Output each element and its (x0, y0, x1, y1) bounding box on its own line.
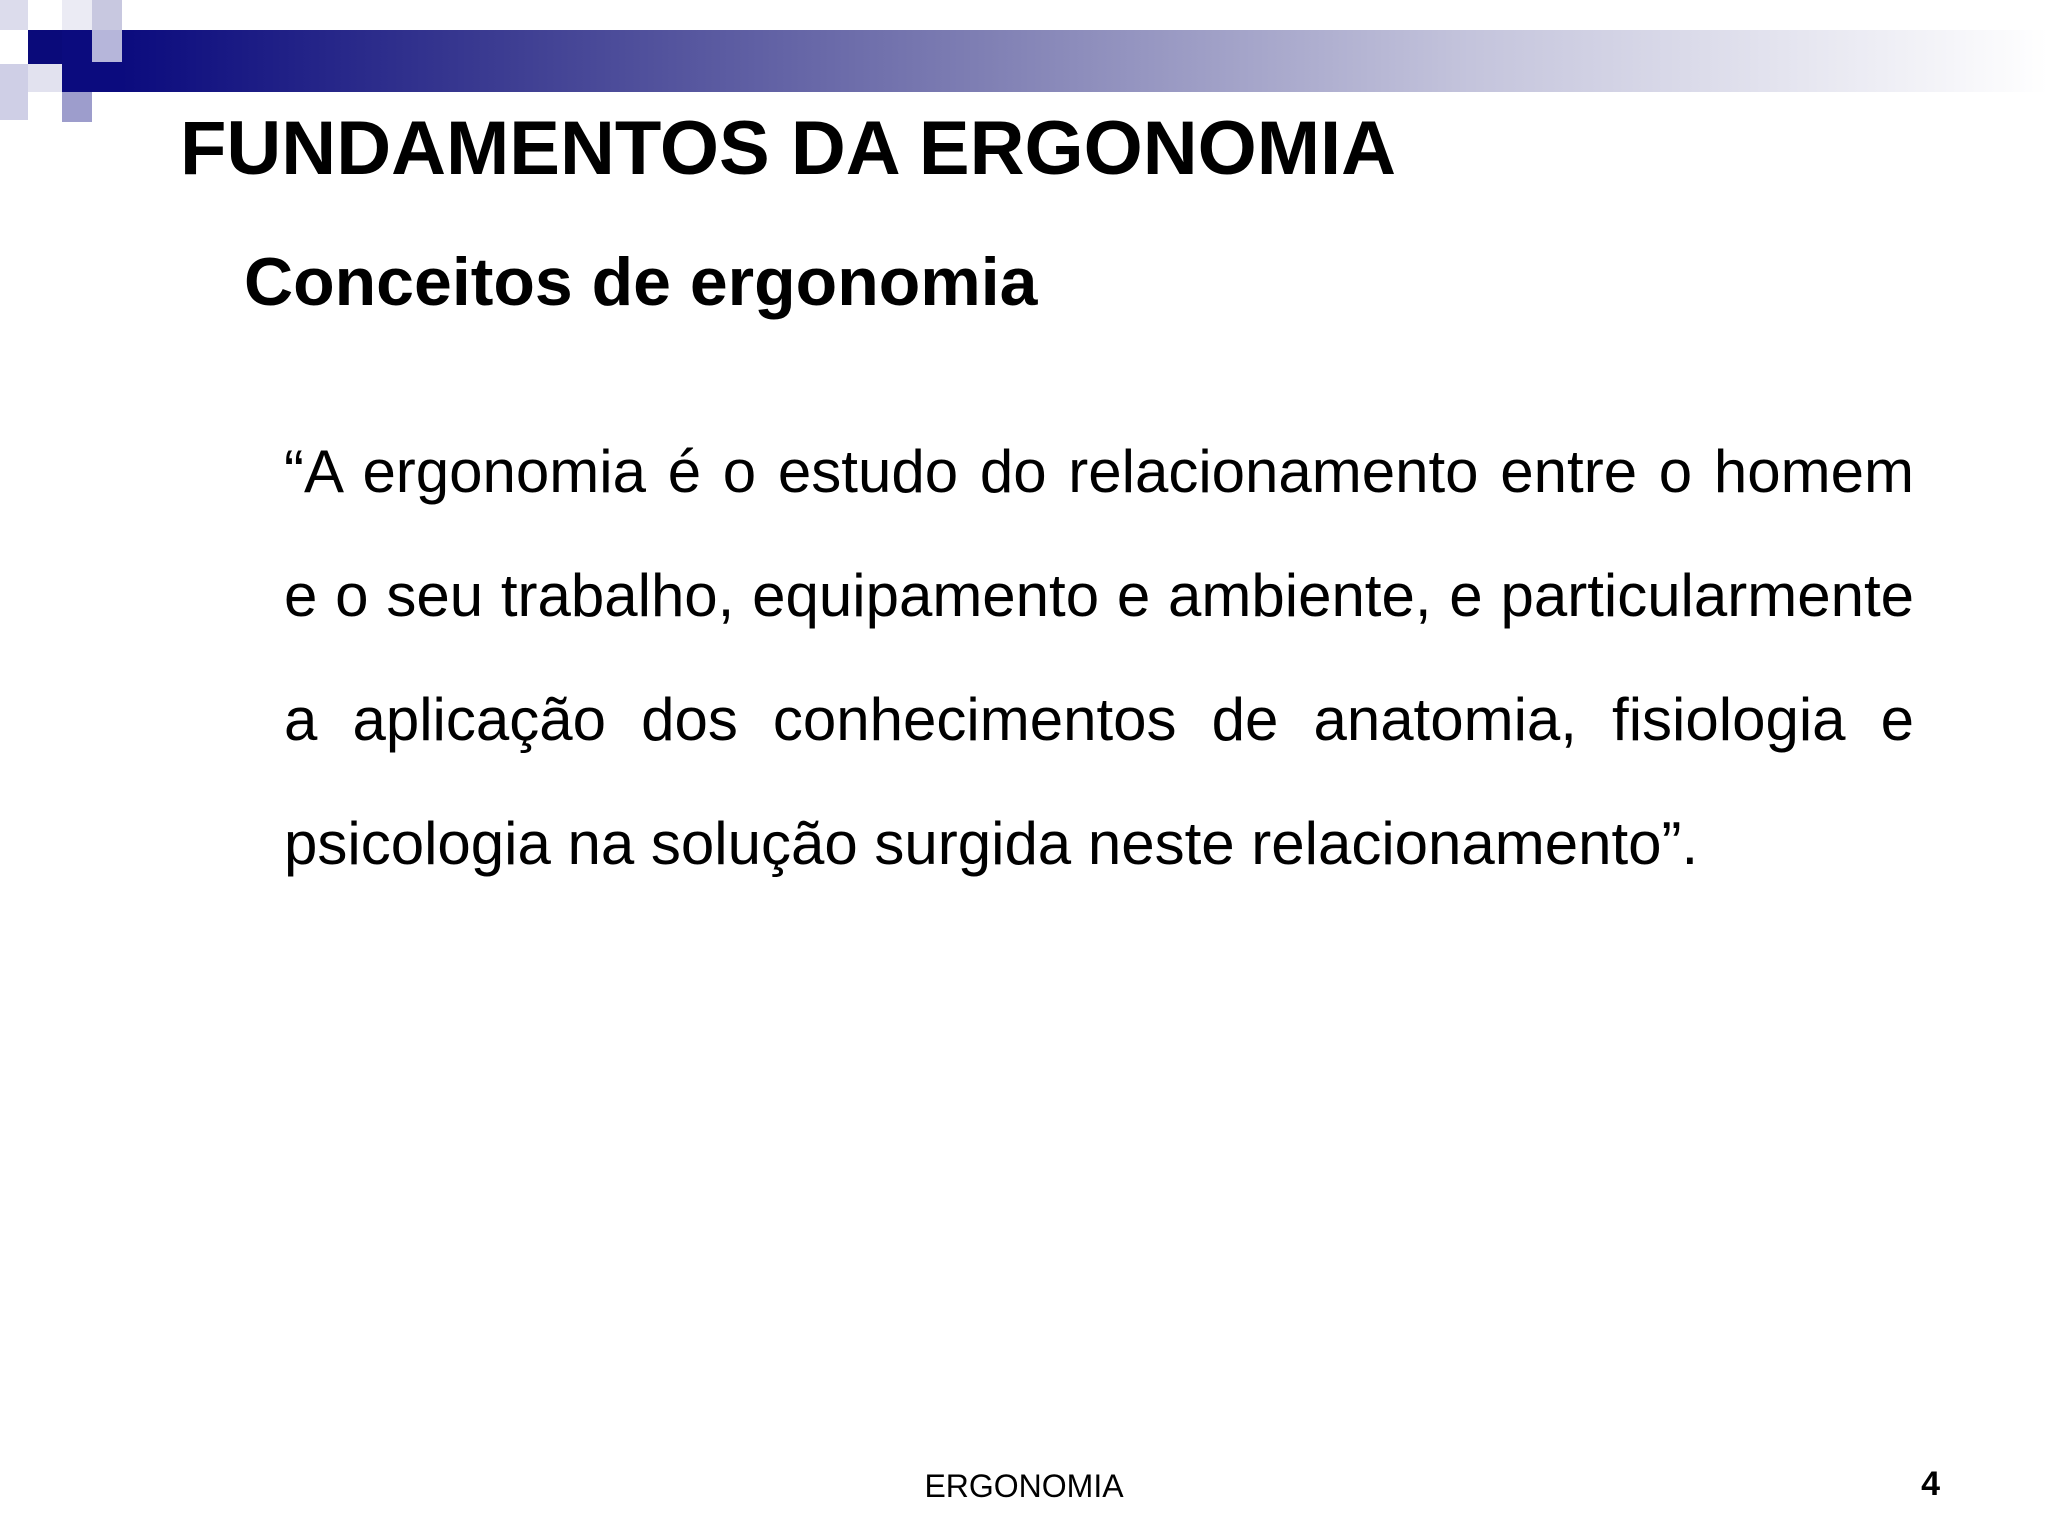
decorative-square (92, 30, 122, 62)
slide-subtitle: Conceitos de ergonomia (244, 244, 1038, 320)
decorative-square (62, 92, 92, 122)
slide-title: FUNDAMENTOS DA ERGONOMIA (180, 106, 1396, 191)
page-number: 4 (1921, 1465, 1940, 1503)
slide-quote-text: “A ergonomia é o estudo do relacionamento entre o homem e o seu trabalho, equipamento e ambiente, e particularmente a aplicação dos conhecimentos de anatomia, fisiologia e psicologia na solução surgida neste relacionamento”. (284, 438, 1914, 877)
decorative-square (62, 0, 92, 30)
header-gradient-bar (122, 30, 2048, 92)
decorative-square (0, 64, 28, 120)
footer-text: ERGONOMIA (924, 1468, 1124, 1504)
decorative-square (28, 64, 62, 92)
decorative-square (0, 0, 28, 30)
decorative-square (92, 0, 122, 30)
decorative-square-navy (28, 30, 62, 64)
